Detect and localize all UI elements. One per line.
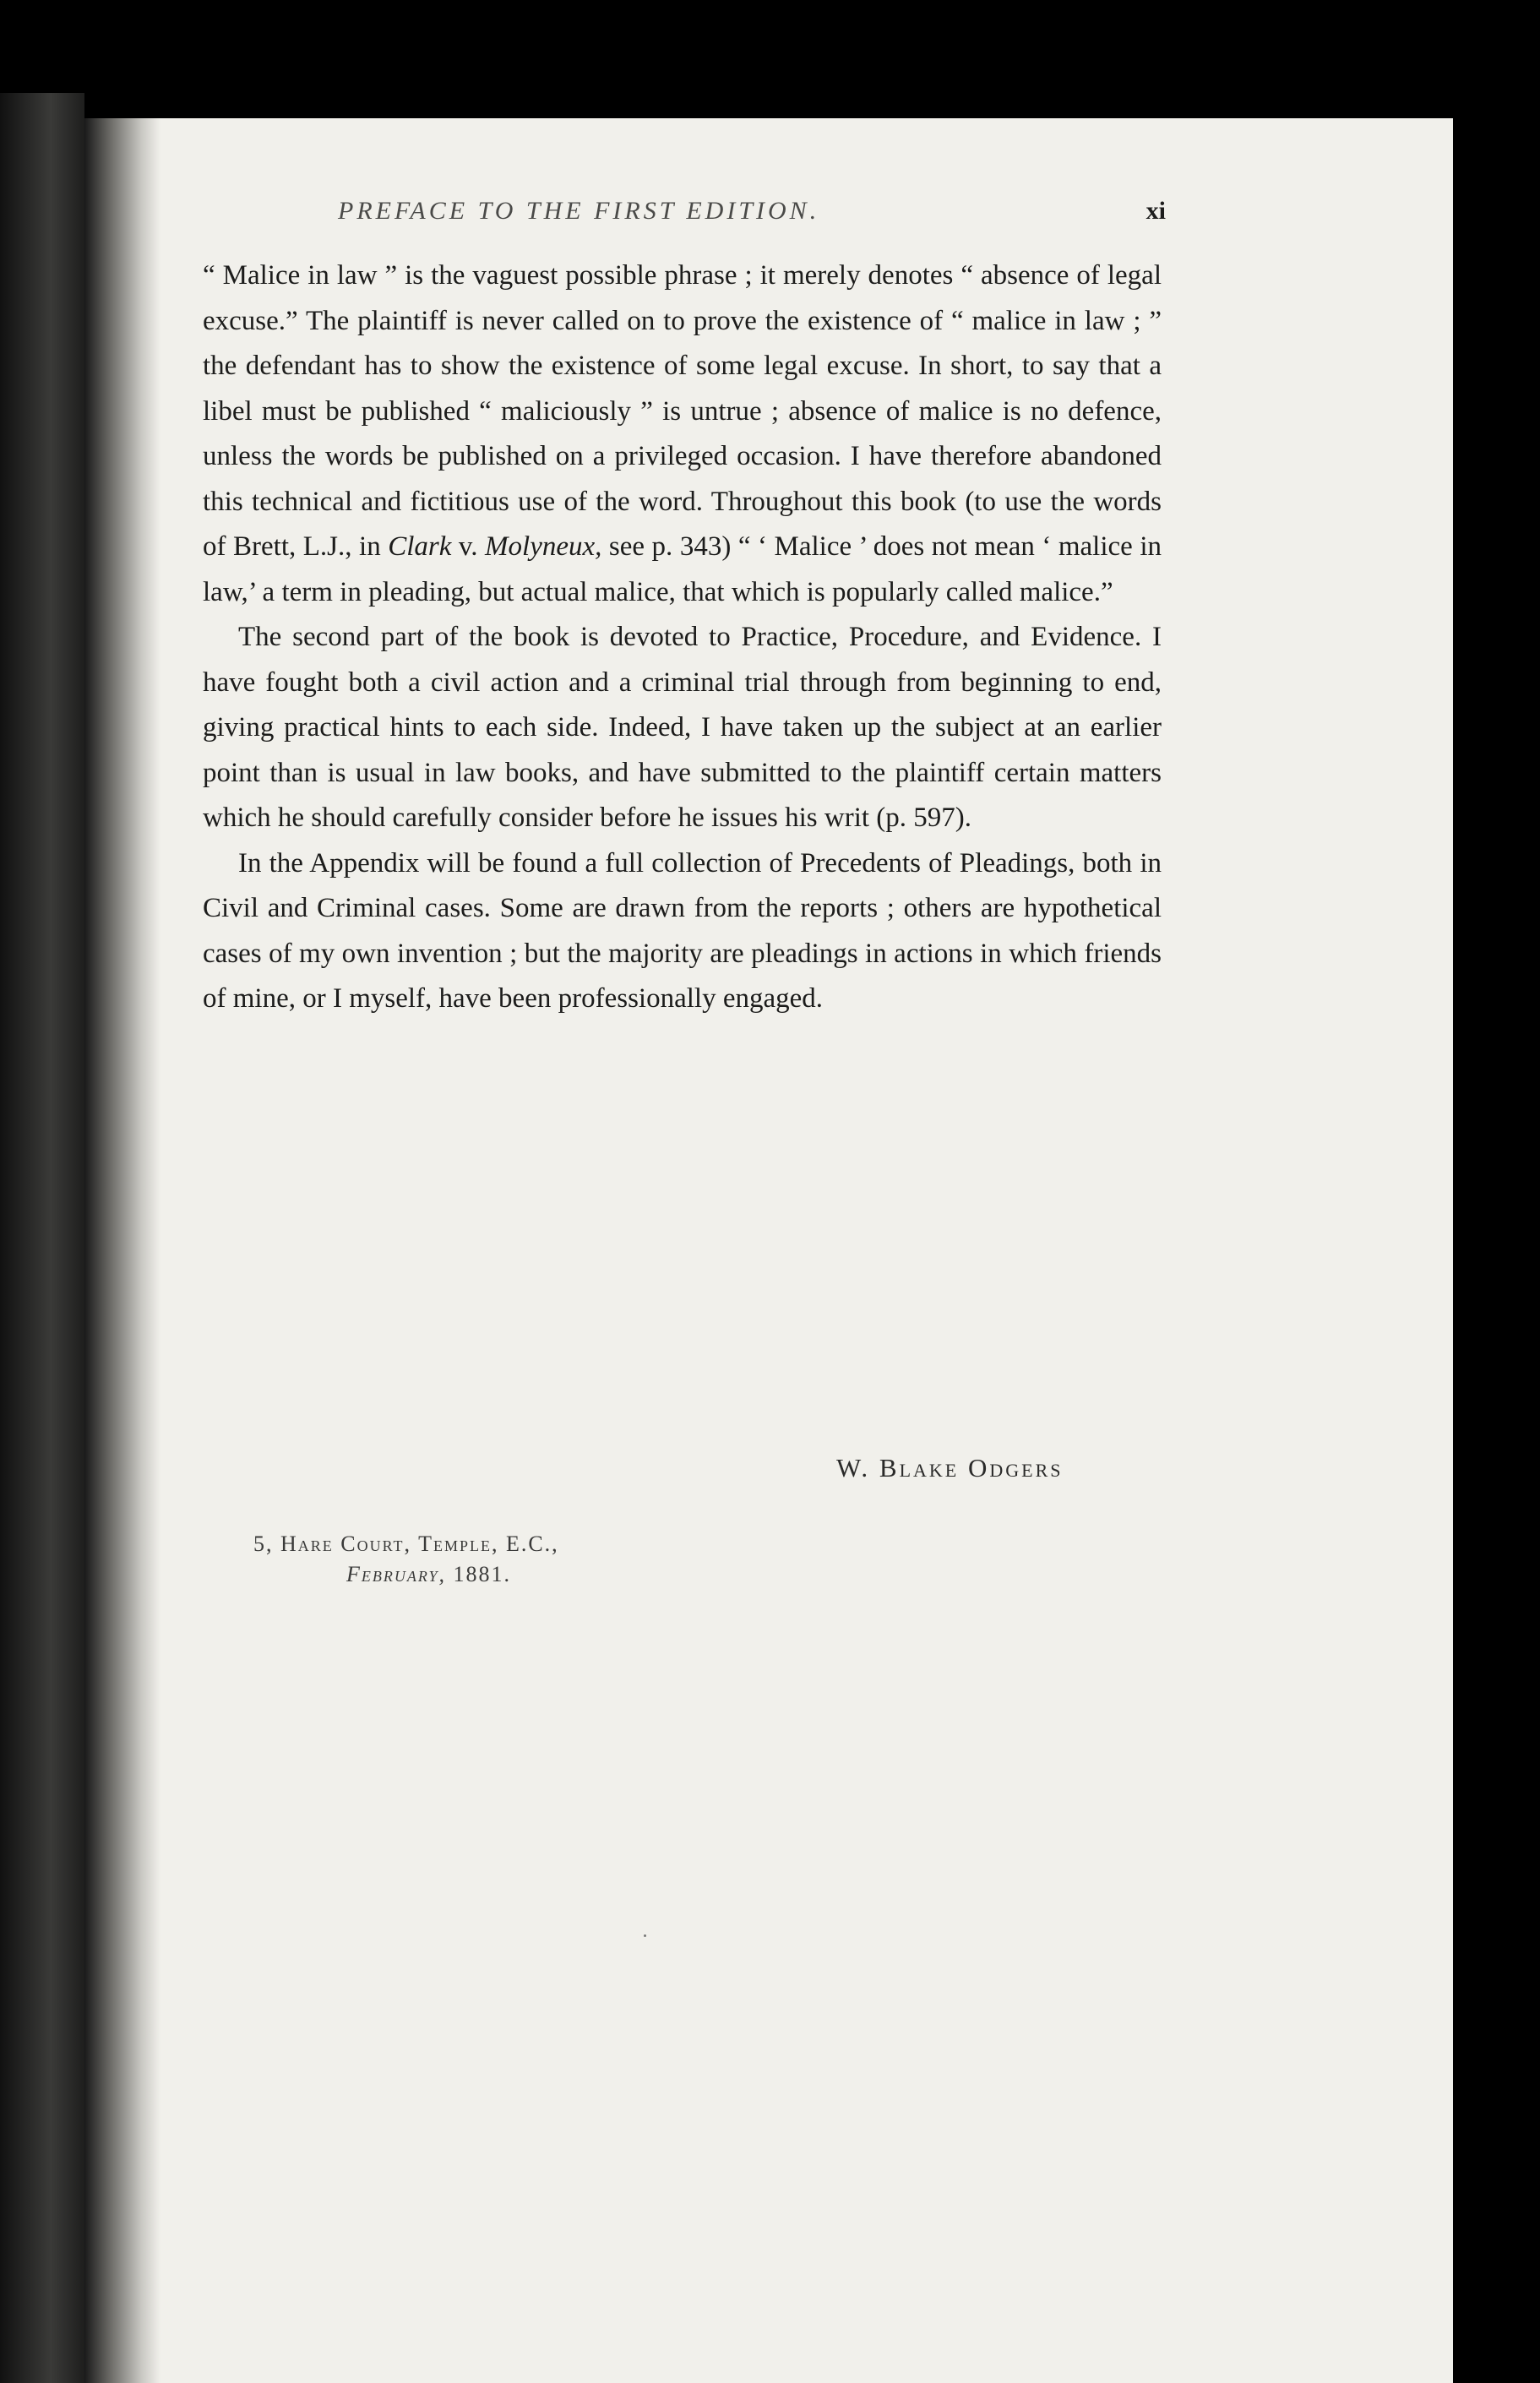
text-run: In the Appendix will be found a full collection of Precedents of Pleadings, both in Civil and Criminal cases. Some are drawn from the reports ; others are hypothetical cases of my own invention ; but the majority are pleadings in actions in which friends of mine, or I myself, have been professionally engaged. <box>203 847 1162 1014</box>
book-edge <box>0 93 84 2383</box>
paragraph-malice <box>203 253 1162 615</box>
text-run: The second part of the book is devoted to Practice, Procedure, and Evidence. I have fought both a civil action and a criminal trial through from beginning to end, giving practical hints to each side. Indeed, I have taken up the subject at an earlier point than is usual in law books, and have submitted to the plaintiff certain matters which he should carefully consider before he issues his writ (p. 597). <box>203 622 1162 833</box>
preface-body <box>203 253 1162 1022</box>
paper-speck <box>644 1934 646 1937</box>
place-and-date <box>253 1529 559 1590</box>
case-name-molyneux: Molyneux, <box>485 531 602 562</box>
text-run: “ Malice in law ” is the vaguest possible phrase ; it merely denotes “ absence of legal excuse.” The plaintiff is never called on to prove the existence of “ malice in law ; ” the defendant has to show the existence of some legal excuse. In short, to say that a libel must be published “ maliciously ” is untrue ; absence of malice is no defence, unless the words be published on a privileged occasion. I have therefore abandoned this technical and fictitious use of the word. Throughout this book (to use the words of Brett, L.J., in <box>203 260 1162 562</box>
page-number: xi <box>1145 197 1166 225</box>
address: 5, Hare Court, Temple, E.C., <box>253 1532 559 1556</box>
case-name-clark: Clark <box>388 531 452 562</box>
text-run: v. <box>451 531 486 562</box>
page-header <box>203 197 1166 239</box>
spine-shadow <box>84 118 161 2383</box>
month: February, <box>346 1562 447 1586</box>
date-line <box>253 1559 559 1590</box>
text-run: see p. 343) “ ‘ Malice ’ does not mean ‘ malice in law,’ a term in pleading, but actual malice, that which is popularly called malice.” <box>203 531 1162 607</box>
year: 1881. <box>453 1562 512 1586</box>
running-head: PREFACE TO THE FIRST EDITION. <box>338 197 820 225</box>
author-signature: W. Blake Odgers <box>836 1453 1064 1483</box>
paragraph-appendix <box>203 841 1162 1022</box>
paragraph-practice <box>203 615 1162 841</box>
